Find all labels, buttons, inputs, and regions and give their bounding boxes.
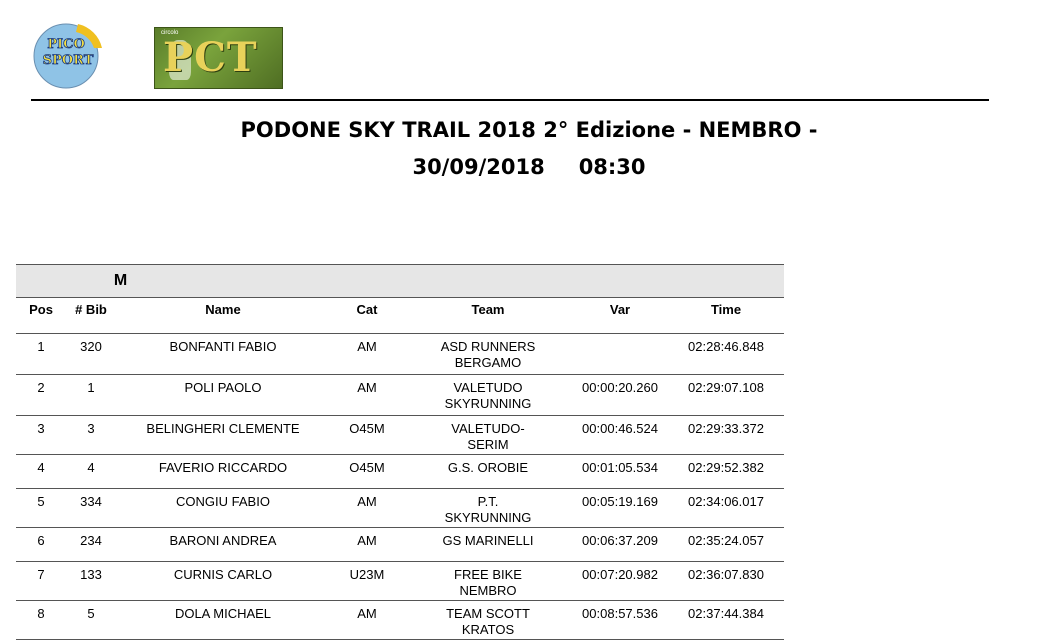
gap-cell: 00:00:20.260 — [572, 375, 668, 416]
time-cell: 02:34:06.017 — [668, 489, 784, 528]
gap-cell — [572, 334, 668, 375]
time-cell: 02:29:52.382 — [668, 455, 784, 489]
results-table — [16, 264, 784, 640]
event-date: 30/09/2018 — [412, 155, 545, 179]
category-cell: O45M — [330, 416, 404, 455]
column-header-time: Time — [668, 298, 784, 334]
event-title: PODONE SKY TRAIL 2018 2° Edizione - NEMBRO - — [240, 118, 818, 142]
time-cell: 02:29:07.108 — [668, 375, 784, 416]
column-header-pos: Pos — [16, 298, 66, 334]
category-cell: AM — [330, 334, 404, 375]
pct-logo-letters: PCT — [163, 34, 258, 81]
team-cell: GS MARINELLI — [404, 528, 572, 562]
bib-cell: 3 — [66, 416, 116, 455]
gap-cell: 00:05:19.169 — [572, 489, 668, 528]
column-header-team: Team — [404, 298, 572, 334]
header-divider — [31, 99, 989, 101]
time-cell: 02:29:33.372 — [668, 416, 784, 455]
athlete-name-cell: FAVERIO RICCARDO — [116, 455, 330, 489]
event-datetime — [0, 155, 1058, 179]
athlete-name-cell: CURNIS CARLO — [116, 562, 330, 601]
athlete-name-cell: BONFANTI FABIO — [116, 334, 330, 375]
position-cell: 2 — [16, 375, 66, 416]
team-cell: TEAM SCOTT KRATOS — [404, 601, 572, 640]
gap-cell: 00:07:20.982 — [572, 562, 668, 601]
team-cell: FREE BIKE NEMBRO — [404, 562, 572, 601]
bib-cell: 5 — [66, 601, 116, 640]
table-row — [16, 528, 784, 562]
category-cell: AM — [330, 375, 404, 416]
table-row — [16, 334, 784, 375]
time-cell: 02:36:07.830 — [668, 562, 784, 601]
position-cell: 5 — [16, 489, 66, 528]
team-cell: VALETUDO-SERIM — [404, 416, 572, 455]
team-cell: G.S. OROBIE — [404, 455, 572, 489]
gap-cell: 00:01:05.534 — [572, 455, 668, 489]
bib-cell: 320 — [66, 334, 116, 375]
column-header-cat: Cat — [330, 298, 404, 334]
position-cell: 4 — [16, 455, 66, 489]
category-cell: AM — [330, 489, 404, 528]
athlete-name-cell: POLI PAOLO — [116, 375, 330, 416]
team-cell: VALETUDO SKYRUNNING — [404, 375, 572, 416]
time-cell: 02:37:44.384 — [668, 601, 784, 640]
bib-cell: 133 — [66, 562, 116, 601]
category-cell: AM — [330, 601, 404, 640]
gap-cell: 00:08:57.536 — [572, 601, 668, 640]
event-time: 08:30 — [578, 155, 646, 179]
table-row — [16, 375, 784, 416]
athlete-name-cell: BARONI ANDREA — [116, 528, 330, 562]
position-cell: 6 — [16, 528, 66, 562]
bib-cell: 334 — [66, 489, 116, 528]
column-header-name: Name — [116, 298, 330, 334]
table-row — [16, 562, 784, 601]
pico-logo-line1: PICO — [47, 37, 85, 52]
table-row — [16, 416, 784, 455]
column-header-var: Var — [572, 298, 668, 334]
team-cell: ASD RUNNERS BERGAMO — [404, 334, 572, 375]
athlete-name-cell: BELINGHERI CLEMENTE — [116, 416, 330, 455]
table-header-row — [16, 298, 784, 334]
time-cell: 02:35:24.057 — [668, 528, 784, 562]
pico-logo-line2: SPORT — [42, 53, 94, 68]
category-group-row — [16, 265, 784, 298]
table-row — [16, 489, 784, 528]
bib-cell: 4 — [66, 455, 116, 489]
category-cell: O45M — [330, 455, 404, 489]
pct-logo-small-text: circolo — [161, 30, 179, 36]
results-body — [16, 334, 784, 640]
team-cell: P.T. SKYRUNNING — [404, 489, 572, 528]
gap-cell: 00:00:46.524 — [572, 416, 668, 455]
athlete-name-cell: DOLA MICHAEL — [116, 601, 330, 640]
bib-cell: 1 — [66, 375, 116, 416]
position-cell: 1 — [16, 334, 66, 375]
gap-cell: 00:06:37.209 — [572, 528, 668, 562]
pico-sport-logo — [32, 18, 104, 90]
athlete-name-cell: CONGIU FABIO — [116, 489, 330, 528]
table-row — [16, 601, 784, 640]
category-cell: AM — [330, 528, 404, 562]
time-cell: 02:28:46.848 — [668, 334, 784, 375]
position-cell: 8 — [16, 601, 66, 640]
position-cell: 7 — [16, 562, 66, 601]
category-cell: U23M — [330, 562, 404, 601]
bib-cell: 234 — [66, 528, 116, 562]
position-cell: 3 — [16, 416, 66, 455]
category-group-label: M — [113, 272, 128, 289]
table-row — [16, 455, 784, 489]
column-header-bib: # Bib — [66, 298, 116, 334]
pct-club-logo — [154, 27, 283, 89]
